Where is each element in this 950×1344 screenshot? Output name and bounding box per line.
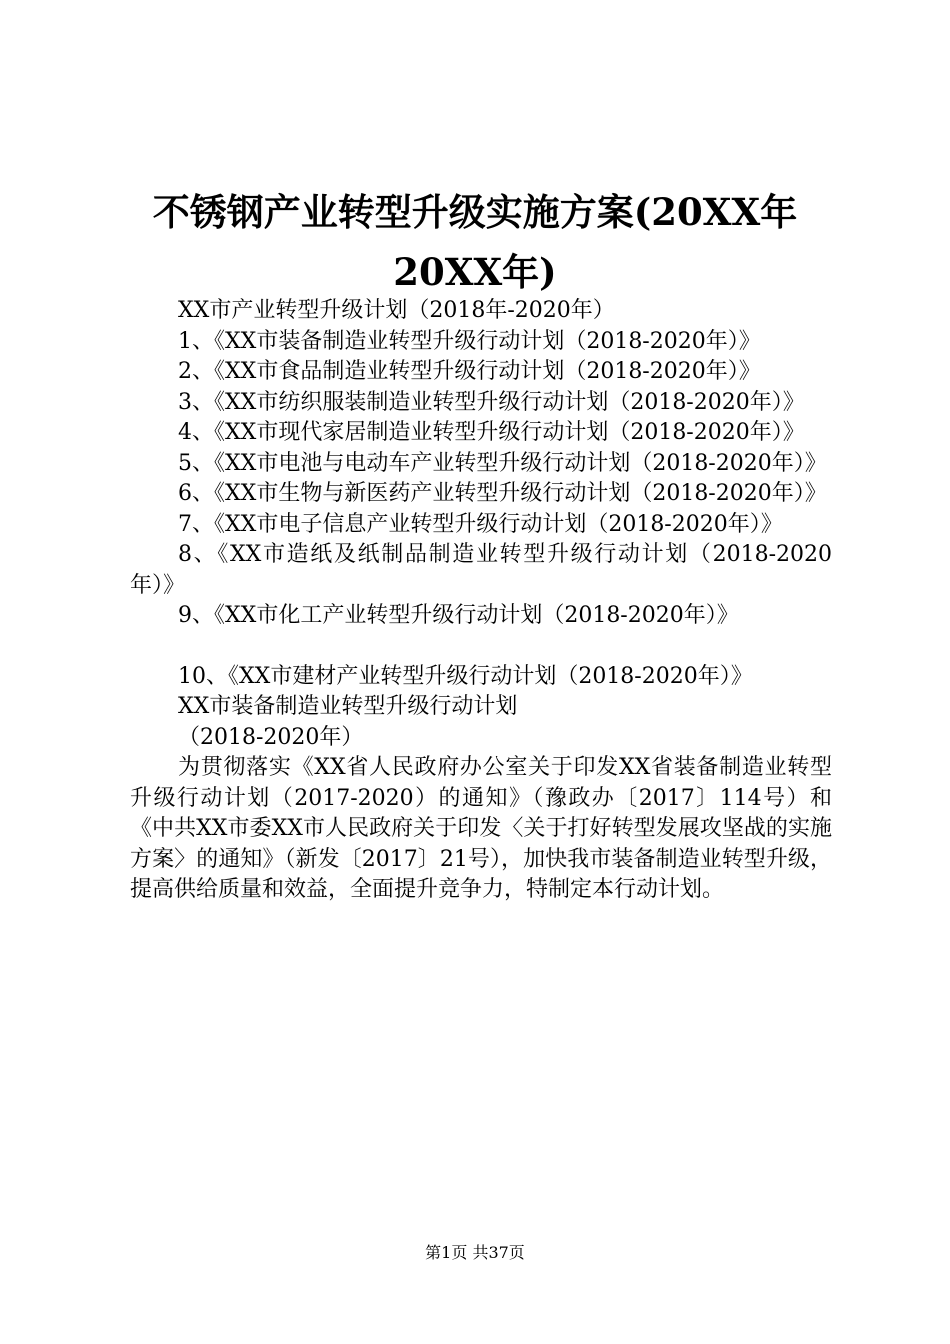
- section-years: （2018-2020年）: [178, 724, 364, 750]
- plan-heading: XX市产业转型升级计划（2018年-2020年）: [178, 298, 615, 323]
- blank-line: [130, 632, 832, 662]
- page-footer: 第1页 共37页: [425, 1243, 525, 1262]
- document-body: [130, 296, 832, 906]
- plan-item: 9、《XX市化工产业转型升级行动计划（2018-2020年）》: [178, 603, 739, 628]
- plan-item: 3、《XX市纺织服装制造业转型升级行动计划（2018-2020年）》: [178, 389, 805, 415]
- plan-item: 6、《XX市生物与新医药产业转型升级行动计划（2018-2020年）》: [178, 481, 827, 506]
- plan-item: 4、《XX市现代家居制造业转型升级行动计划（2018-2020年）》: [178, 420, 805, 445]
- plan-item: 10、《XX市建材产业转型升级行动计划（2018-2020年）》: [178, 663, 753, 689]
- plan-item: 7、《XX市电子信息产业转型升级行动计划（2018-2020年）》: [178, 511, 783, 537]
- plan-item: 1、《XX市装备制造业转型升级行动计划（2018-2020年）》: [178, 328, 761, 354]
- plan-item: 2、《XX市食品制造业转型升级行动计划（2018-2020年）》: [178, 359, 761, 384]
- plan-item: 8、《XX市造纸及纸制品制造业转型升级行动计划（2018-2020年）》: [130, 542, 832, 598]
- body-paragraph: 为贯彻落实《XX省人民政府办公室关于印发XX省装备制造业转型升级行动计划（2017-2020）的通知》（豫政办〔2017〕114号）和《中共XX市委XX市人民政府关于印发〈关于打好转型发展攻坚战的实施方案〉的通知》（新发〔2017〕21号），加快我市装备制造业转型升级，提高供给质量和效益，全面提升竞争力，特制定本行动计划。: [130, 755, 832, 902]
- section-title: XX市装备制造业转型升级行动计划: [178, 694, 518, 719]
- plan-item: 5、《XX市电池与电动车产业转型升级行动计划（2018-2020年）》: [178, 450, 827, 476]
- document-title: 不锈钢产业转型升级实施方案(20XX年20XX年): [152, 190, 798, 294]
